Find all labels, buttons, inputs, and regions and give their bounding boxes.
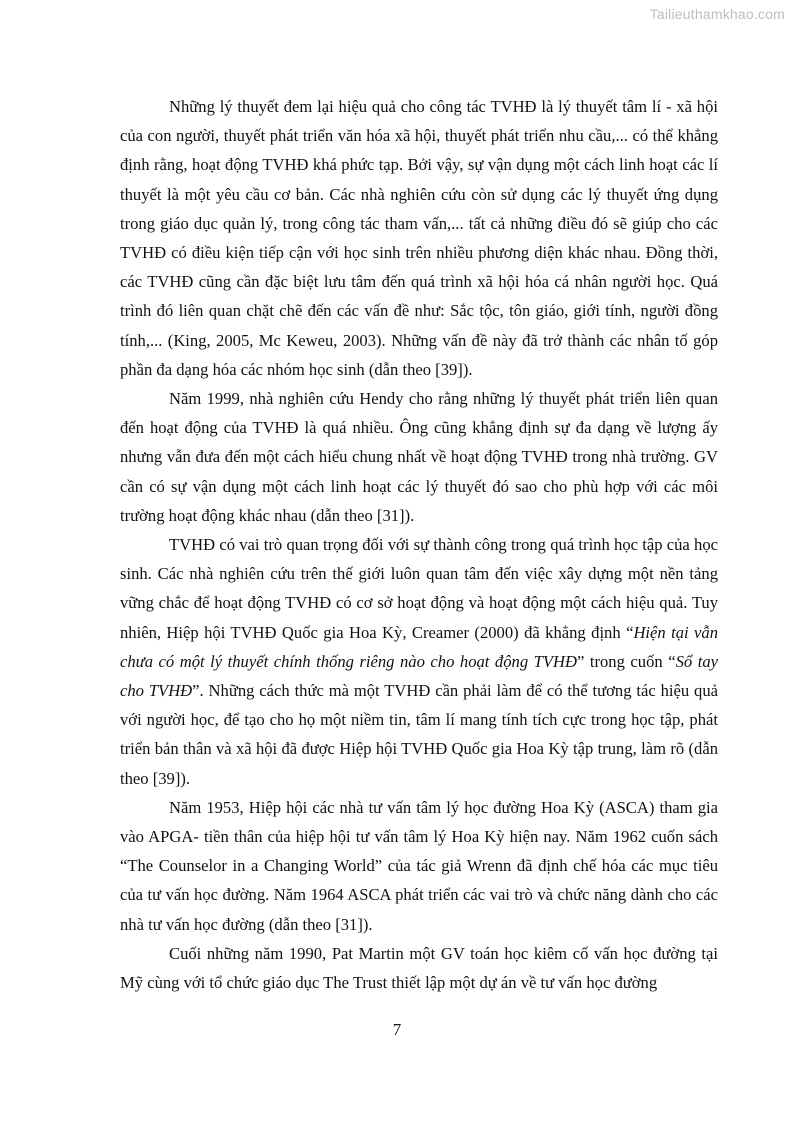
document-body [120,92,718,997]
paragraph-role-of-tvhd [120,530,718,793]
paragraph-asca-1953: Năm 1953, Hiệp hội các nhà tư vấn tâm lý học đường Hoa Kỳ (ASCA) tham gia vào APGA- tiền thân của hiệp hội tư vấn tâm lý Hoa Kỳ hiện nay. Năm 1962 cuốn sách “The Counselor in a Changing World” của tác giả Wrenn đã định chế hóa các mục tiêu của tư vấn học đường. Năm 1964 ASCA phát triển các vai trò và chức năng dành cho các nhà tư vấn học đường (dẫn theo [31]). [120,797,718,934]
watermark-text: Tailieuthamkhao.com [649,6,785,22]
paragraph-text: TVHĐ có vai trò quan trọng đối với sự thành công trong quá trình học tập của học sinh. Các nhà nghiên cứu trên thế giới luôn quan tâm đến việc xây dựng một nền tảng vững chắc để hoạt động TVHĐ có cơ sở hoạt động và hoạt động một cách hiệu quả. Tuy nhiên, Hiệp hội TVHĐ Quốc gia Hoa Kỳ, Creamer (2000) đã khẳng định “ [120,535,718,642]
paragraph-pat-martin: Cuối những năm 1990, Pat Martin một GV toán học kiêm cố vấn học đường tại Mỹ cùng với tổ chức giáo dục The Trust thiết lập một dự án về tư vấn học đường [120,943,718,993]
paragraph-text: ” trong cuốn “ [576,651,676,671]
paragraph-text: ”. Những cách thức mà một TVHĐ cần phải làm để có thể tương tác hiệu quả với người học, để tạo cho họ một niềm tin, tâm lí mang tính tích cực trong học tập, phát triển bản thân và xã hội đã được Hiệp hội TVHĐ Quốc gia Hoa Kỳ tập trung, làm rõ (dẫn theo [39]). [120,681,718,788]
page-number: 7 [392,1020,402,1039]
italic-quote: Hiện tại vẫn chưa có một lý thuyết chính thống riêng nào cho hoạt động TVHĐ [120,622,719,671]
paragraph-theories: Những lý thuyết đem lại hiệu quả cho công tác TVHĐ là lý thuyết tâm lí - xã hội của con người, thuyết phát triển văn hóa xã hội, thuyết phát triển nhu cầu,... có thể khẳng định rằng, hoạt động TVHĐ khá phức tạp. Bởi vậy, sự vận dụng một cách linh hoạt các lí thuyết là một yêu cầu cơ bản. Các nhà nghiên cứu còn sử dụng các lý thuyết ứng dụng trong giáo dục quản lý, trong công tác tham vấn,... tất cả những điều đó sẽ giúp cho các TVHĐ có điều kiện tiếp cận với học sinh trên nhiều phương diện khác nhau. Đồng thời, các TVHĐ cũng cần đặc biệt lưu tâm đến quá trình xã hội hóa cá nhân người học. Quá trình đó liên quan chặt chẽ đến các vấn đề như: Sắc tộc, tôn giáo, giới tính, người đồng tính,... (King, 2005, Mc Keweu, 2003). Những vấn đề này đã trở thành các nhân tố góp phần đa dạng hóa các nhóm học sinh (dẫn theo [39]). [120,97,718,379]
paragraph-hendy-1999: Năm 1999, nhà nghiên cứu Hendy cho rằng những lý thuyết phát triển liên quan đến hoạt động của TVHĐ là quá nhiều. Ông cũng khẳng định sự đa dạng về lượng ấy nhưng vẫn đưa đến một cách hiểu chung nhất về hoạt động TVHĐ trong nhà trường. GV cần có sự vận dụng một cách linh hoạt các lý thuyết đó sao cho phù hợp với các môi trường hoạt động khác nhau (dẫn theo [31]). [120,389,718,525]
italic-book-title: Sổ tay cho TVHĐ [120,651,718,701]
